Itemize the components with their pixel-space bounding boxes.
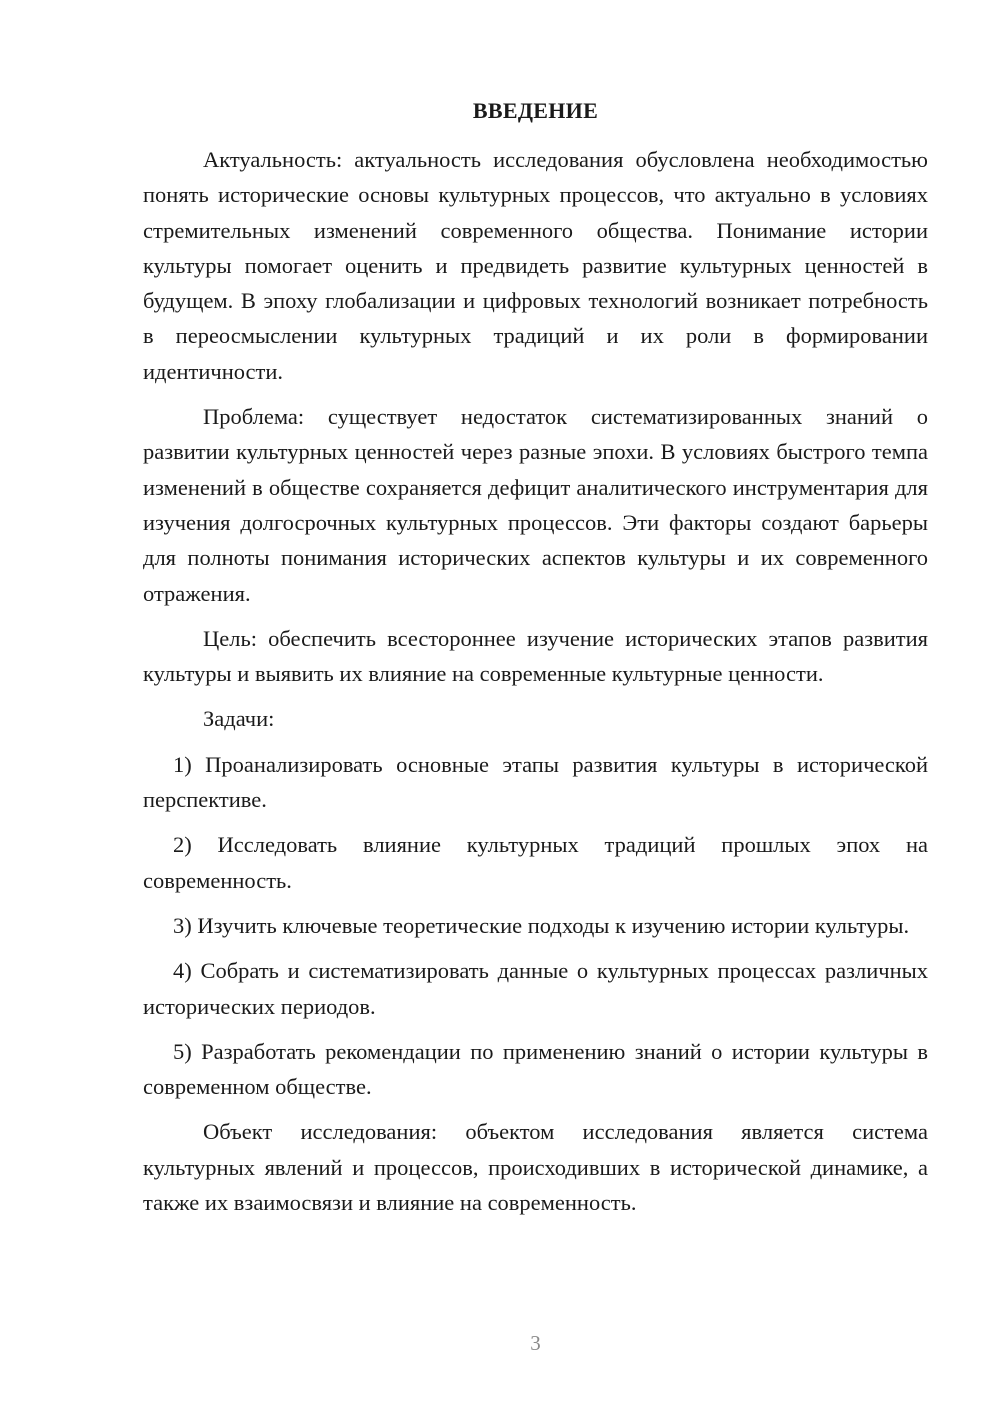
section-title: ВВЕДЕНИЕ [472,98,599,123]
paragraph-goal: Цель: обеспечить всестороннее изучение исторических этапов развития культуры и выявить их влияние на современные культурные ценности. [143,625,928,687]
task-item-5: 5) Разработать рекомендации по применению знаний о истории культуры в современном обществе. [143,1038,928,1100]
task-item-3: 3) Изучить ключевые теоретические подходы к изучению истории культуры. [173,912,910,938]
task-item-4: 4) Собрать и систематизировать данные о культурных процессах различных исторических периодов. [143,958,928,1019]
tasks-heading: Задачи: [203,706,275,732]
paragraph-problem: Проблема: существует недостаток систематизированных знаний о развитии культурных ценностей через разные эпохи. В условиях быстрого темпа изменений в обществе сохраняется дефицит аналитического инструментария для изучения долгосрочных культурных процессов. Эти факторы создают барьеры для полноты понимания исторических аспектов культуры и их современного отражения. [143,404,928,606]
body-text [143,142,928,1220]
task-item-1: 1) Проанализировать основные этапы развития культуры в исторической перспективе. [143,751,928,813]
document-page [143,0,928,1414]
task-item-2: 2) Исследовать влияние культурных традиций прошлых эпох на современность. [143,832,928,893]
page-number: 3 [530,1331,541,1355]
paragraph-object: Объект исследования: объектом исследования является система культурных явлений и процессов, происходивших в исторической динамике, а также их взаимосвязи и влияние на современность. [143,1119,928,1216]
paragraph-relevance: Актуальность: актуальность исследования обусловлена необходимостью понять исторические основы культурных процессов, что актуально в условиях стремительных изменений современного общества. Понимание истории культуры помогает оценить и предвидеть развитие культурных ценностей в будущем. В эпоху глобализации и цифровых технологий возникает потребность в переосмыслении культурных традиций и их роли в формировании идентичности. [143,147,928,384]
